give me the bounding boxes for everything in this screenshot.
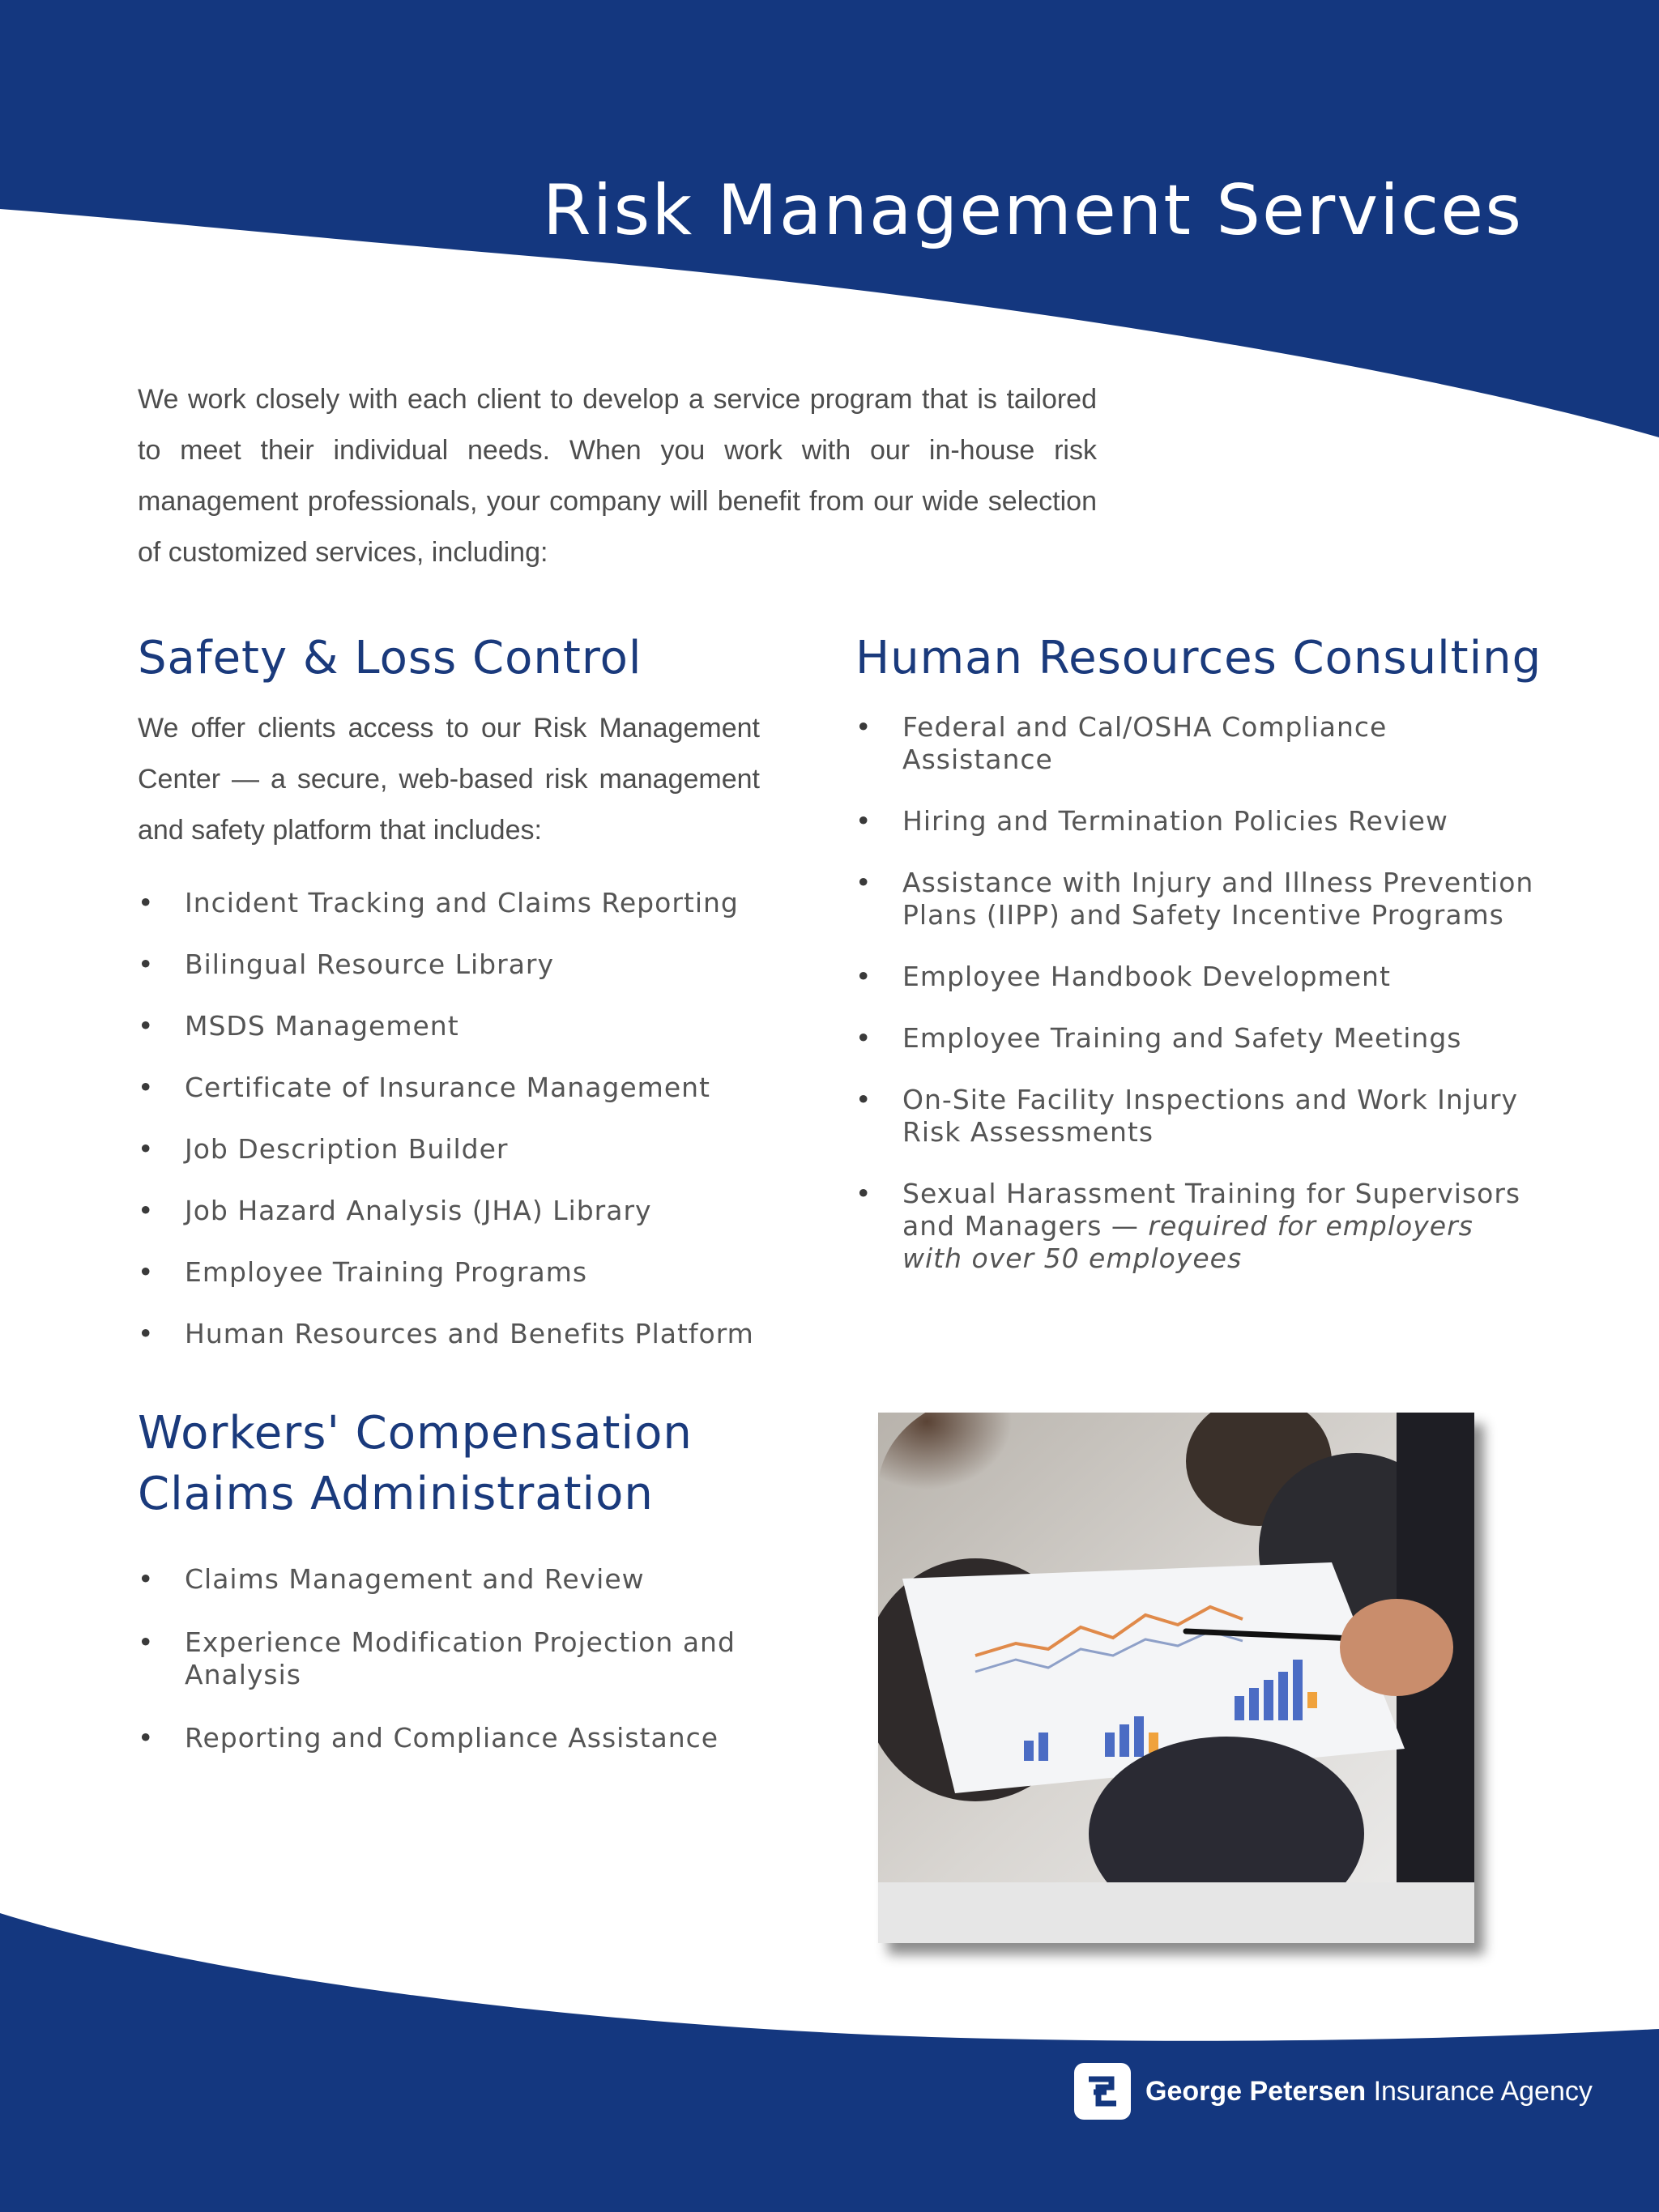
agency-logo-mark-icon [1074, 2063, 1131, 2120]
list-item: • Certificate of Insurance Management [138, 1072, 786, 1104]
agency-name [1145, 2076, 1593, 2108]
list-item: • Assistance with Injury and Illness Prevention Plans (IIPP) and Safety Incentive Programs [855, 867, 1536, 931]
page-title: Risk Management Services [542, 170, 1523, 251]
workers-comp-heading-line1: Workers' Compensation [138, 1407, 693, 1460]
list-item: • Job Description Builder [138, 1133, 786, 1166]
list-item: • MSDS Management [138, 1010, 786, 1042]
safety-heading: Safety & Loss Control [138, 632, 642, 684]
agency-name-rest: Insurance Agency [1366, 2075, 1593, 2107]
hr-heading: Human Resources Consulting [855, 632, 1542, 684]
agency-logo [1074, 2062, 1593, 2120]
hr-list [855, 711, 1536, 1304]
business-meeting-photo [878, 1413, 1474, 1943]
harassment-text: Sexual Harassment Training for Supervisors and Managers — [902, 1178, 1521, 1242]
list-item: • Employee Training and Safety Meetings [855, 1022, 1536, 1055]
list-item: • Hiring and Termination Policies Review [855, 805, 1536, 837]
list-item: • Bilingual Resource Library [138, 948, 786, 981]
intro-paragraph: We work closely with each client to develop a service program that is tailored to meet their individual needs. When you work with our in-house risk management professionals, your company will benefit from our wide selection of customized services, including: [138, 384, 1097, 568]
agency-name-bold: George Petersen [1145, 2075, 1367, 2107]
safety-list [138, 887, 786, 1379]
list-item: • Employee Training Programs [138, 1256, 786, 1289]
workers-comp-heading [138, 1403, 693, 1524]
list-item: • Reporting and Compliance Assistance [138, 1722, 786, 1754]
list-item: • Claims Management and Review [138, 1563, 786, 1596]
harassment-note: required for employers with over 50 employees [902, 1210, 1473, 1274]
workers-comp-heading-line2: Claims Administration [138, 1468, 654, 1520]
list-item: • On-Site Facility Inspections and Work Injury Risk Assessments [855, 1084, 1536, 1149]
list-item: • Human Resources and Benefits Platform [138, 1318, 786, 1350]
list-item: • Federal and Cal/OSHA Compliance Assistance [855, 711, 1536, 776]
safety-description: We offer clients access to our Risk Management Center — a secure, web-based risk management and safety platform that includes: [138, 713, 760, 846]
list-item: • Job Hazard Analysis (JHA) Library [138, 1195, 786, 1227]
list-item: • Experience Modification Projection and Analysis [138, 1626, 786, 1691]
list-item: • Incident Tracking and Claims Reporting [138, 887, 786, 919]
list-item-harassment [855, 1178, 1536, 1275]
workers-comp-list [138, 1563, 786, 1785]
list-item: • Employee Handbook Development [855, 961, 1536, 993]
